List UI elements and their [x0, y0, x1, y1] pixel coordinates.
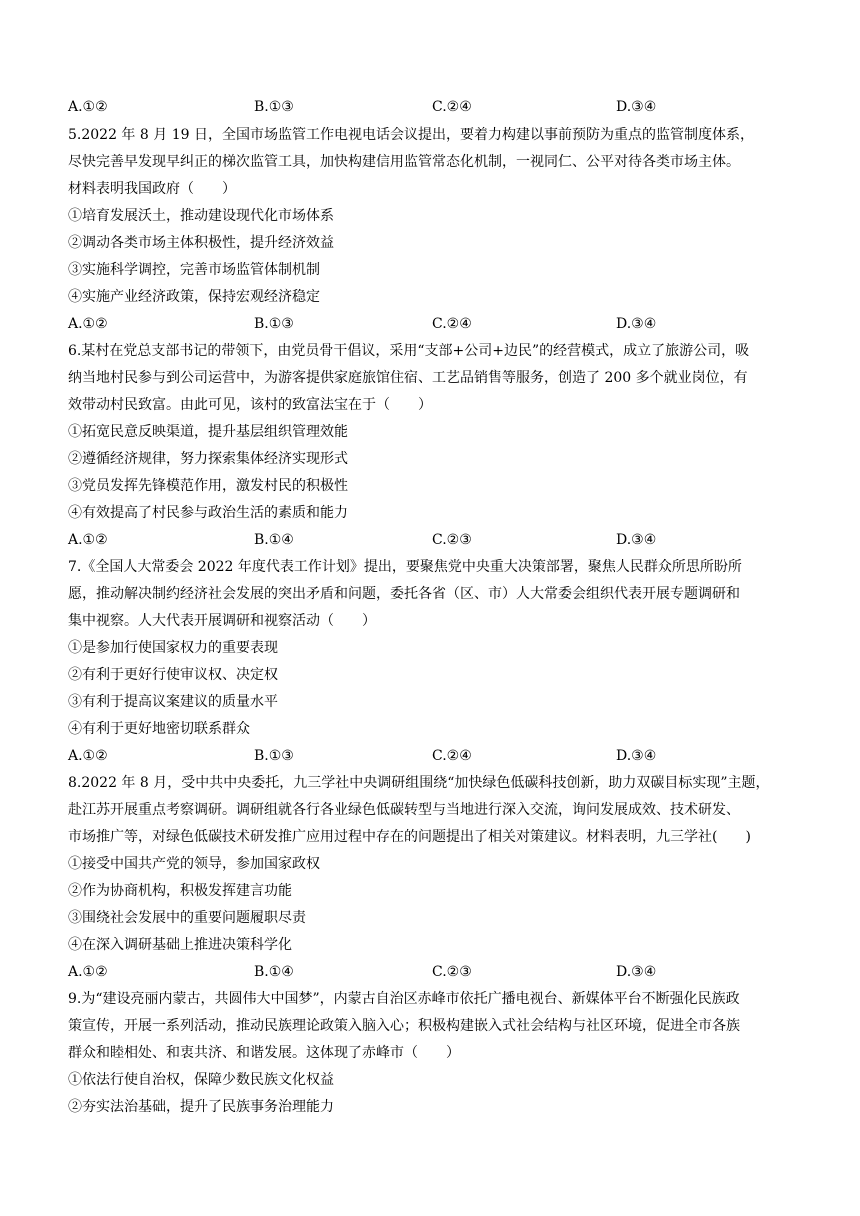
question-stem-line: 5.2022 年 8 月 19 日，全国市场监管工作电视电话会议提出，要着力构建以事前预防为重点的监管制度体系， — [68, 127, 754, 143]
statement-item: ②遵循经济规律，努力探索集体经济实现形式 — [68, 451, 348, 467]
statement-item: ④有效提高了村民参与政治生活的素质和能力 — [68, 505, 348, 521]
question-stem-line: 纳当地村民参与到公司运营中，为游客提供家庭旅馆住宿、工艺品销售等服务，创造了 200 多个就业岗位，有 — [68, 370, 748, 386]
q8-options — [68, 959, 798, 986]
question-stem-line: 尽快完善早发现早纠正的梯次监管工具，加快构建信用监管常态化机制，一视同仁、公平对待各类市场主体。 — [68, 154, 740, 170]
statement-item: ③实施科学调控，完善市场监管体制机制 — [68, 262, 320, 278]
statement-item: ①接受中国共产党的领导，参加国家政权 — [68, 856, 320, 872]
question-stem-line: 群众和睦相处、和衷共济、和谐发展。这体现了赤峰市（ ） — [68, 1045, 460, 1061]
option-d[interactable]: D.③④ — [616, 532, 657, 548]
q6-options — [68, 527, 798, 554]
option-c[interactable]: C.②④ — [432, 316, 472, 332]
statement-item: ②调动各类市场主体积极性，提升经济效益 — [68, 235, 334, 251]
option-d[interactable]: D.③④ — [616, 964, 657, 980]
statement-item: ①依法行使自治权，保障少数民族文化权益 — [68, 1072, 334, 1088]
statement-item: ③有利于提高议案建议的质量水平 — [68, 694, 278, 710]
question-stem-line: 材料表明我国政府（ ） — [68, 181, 236, 197]
question-stem-line: 9.为“建设亮丽内蒙古，共圆伟大中国梦”，内蒙古自治区赤峰市依托广播电视台、新媒体平台不断强化民族政 — [68, 991, 740, 1007]
option-d[interactable]: D.③④ — [616, 99, 657, 115]
option-a[interactable]: A.①② — [68, 99, 108, 115]
option-d[interactable]: D.③④ — [616, 316, 657, 332]
question-stem-line: 市场推广等，对绿色低碳技术研发推广应用过程中存在的问题提出了相关对策建议。材料表明，九三学社( ) — [68, 829, 751, 845]
option-c[interactable]: C.②④ — [432, 748, 472, 764]
question-stem-line: 7.《全国人大常委会 2022 年度代表工作计划》提出，要聚焦党中央重大决策部署，聚焦人民群众所思所盼所 — [68, 559, 742, 575]
option-a[interactable]: A.①② — [68, 748, 108, 764]
statement-item: ③党员发挥先锋模范作用，激发村民的积极性 — [68, 478, 348, 494]
question-stem-line: 策宣传，开展一系列活动，推动民族理论政策入脑入心；积极构建嵌入式社会结构与社区环境，促进全市各族 — [68, 1018, 740, 1034]
q7-options — [68, 743, 798, 770]
statement-item: ②夯实法治基础，提升了民族事务治理能力 — [68, 1099, 334, 1115]
statement-item: ①培育发展沃土，推动建设现代化市场体系 — [68, 208, 334, 224]
question-stem-line: 集中视察。人大代表开展调研和视察活动（ ） — [68, 613, 376, 629]
statement-item: ①是参加行使国家权力的重要表现 — [68, 640, 278, 656]
option-b[interactable]: B.①④ — [254, 532, 294, 548]
question-stem-line: 8.2022 年 8 月，受中共中央委托，九三学社中央调研组围绕“加快绿色低碳科技创新，助力双碳目标实现”主题， — [68, 775, 770, 791]
question-stem-line: 赴江苏开展重点考察调研。调研组就各行各业绿色低碳转型与当地进行深入交流，询问发展成效、技术研发、 — [68, 802, 740, 818]
option-b[interactable]: B.①③ — [254, 316, 294, 332]
option-b[interactable]: B.①④ — [254, 964, 294, 980]
question-stem-line: 效带动村民致富。由此可见，该村的致富法宝在于（ ） — [68, 397, 432, 413]
question-stem-line: 6.某村在党总支部书记的带领下，由党员骨干倡议，采用“支部+公司+边民”的经营模式，成立了旅游公司，吸 — [68, 343, 750, 359]
statement-item: ④实施产业经济政策，保持宏观经济稳定 — [68, 289, 320, 305]
q4-options — [68, 94, 798, 121]
option-a[interactable]: A.①② — [68, 964, 108, 980]
q5-options — [68, 311, 798, 338]
option-b[interactable]: B.①③ — [254, 99, 294, 115]
statement-item: ④在深入调研基础上推进决策科学化 — [68, 937, 292, 953]
statement-item: ②有利于更好行使审议权、决定权 — [68, 667, 278, 683]
option-c[interactable]: C.②③ — [432, 532, 472, 548]
option-a[interactable]: A.①② — [68, 316, 108, 332]
option-d[interactable]: D.③④ — [616, 748, 657, 764]
statement-item: ②作为协商机构，积极发挥建言功能 — [68, 883, 292, 899]
option-c[interactable]: C.②④ — [432, 99, 472, 115]
option-a[interactable]: A.①② — [68, 532, 108, 548]
statement-item: ④有利于更好地密切联系群众 — [68, 721, 250, 737]
question-stem-line: 愿，推动解决制约经济社会发展的突出矛盾和问题，委托各省（区、市）人大常委会组织代表开展专题调研和 — [68, 586, 740, 602]
option-c[interactable]: C.②③ — [432, 964, 472, 980]
statement-item: ①拓宽民意反映渠道，提升基层组织管理效能 — [68, 424, 348, 440]
option-b[interactable]: B.①③ — [254, 748, 294, 764]
statement-item: ③围绕社会发展中的重要问题履职尽责 — [68, 910, 306, 926]
